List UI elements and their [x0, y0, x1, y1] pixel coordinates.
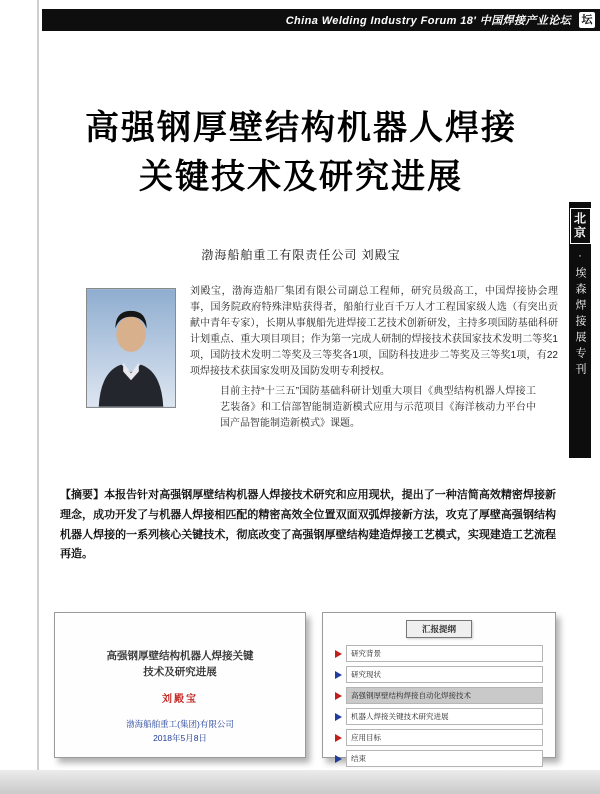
outline-item: [335, 645, 543, 662]
outline-item: [335, 729, 543, 746]
outline-item-label: 研究背景: [346, 645, 543, 662]
author-bio-text: 刘殿宝，渤海造船厂集团有限公司副总工程师，研究员级高工，中国焊接协会理事，国务院政府特殊津贴获得者，船舶行业百千万人才工程国家级人选（有突出贡献中青年专家），长期从事舰船先进焊接工艺技术创新研发，主持多项国防基础科研计划重点、重大项目项目；作为第一完成人研制的焊接技术获国家技术发明二等奖1项，国防技术发明二等奖及三等奖各1项，国防科技进步二等奖及三等奖1项，有22项焊接技术获国家发明及国防发明专利授权。: [190, 286, 558, 377]
slide-figure-outline: [322, 612, 556, 763]
outline-item-label: 应用目标: [346, 729, 543, 746]
outline-item-label: 机器人焊接关键技术研究进展: [346, 708, 543, 725]
forum-logo-icon: 坛: [579, 12, 595, 28]
author-affiliation: 渤海船舶重工有限责任公司 刘殿宝: [201, 248, 401, 262]
arrow-bullet-icon: [335, 650, 342, 658]
arrow-bullet-icon: [335, 734, 342, 742]
side-strip-city-label: 北京: [570, 208, 591, 244]
outline-item: [335, 750, 543, 767]
slide-figures-row: [54, 612, 556, 763]
side-strip-vertical-text: ·埃森焊接展专刊: [574, 250, 586, 379]
arrow-bullet-icon: [335, 692, 342, 700]
article-title-line1: 高强钢厚壁结构机器人焊接: [85, 109, 517, 147]
arrow-bullet-icon: [335, 755, 342, 763]
edition-side-strip: [569, 202, 591, 458]
slide-company: 渤海船舶重工(集团)有限公司: [126, 718, 234, 729]
article-title: [42, 104, 560, 203]
scan-edge-left: [37, 0, 39, 772]
arrow-bullet-icon: [335, 713, 342, 721]
slide-presenter-name: 刘殿宝: [162, 693, 198, 705]
outline-header: 汇报提纲: [406, 620, 472, 638]
outline-item: [335, 687, 543, 704]
arrow-bullet-icon: [335, 671, 342, 679]
slide-title: [55, 649, 305, 681]
journal-header-bar: [42, 9, 600, 31]
outline-item-label: 高强钢厚壁结构焊接自动化焊接技术: [346, 687, 543, 704]
slide-date: 2018年5月8日: [153, 732, 207, 743]
abstract: 【摘要】本报告针对高强钢厚壁结构机器人焊接技术研究和应用现状，提出了一种洁简高效精密焊接新理念，成功开发了与机器人焊接相匹配的精密高效全位置双面双弧焊接新方法，攻克了厚壁高强钢结构机器人焊接的一系列核心关键技术，彻底改变了高强钢厚壁结构建造焊接工艺模式，实现建造工艺流程再造。: [60, 489, 556, 561]
author-bio-projects: 目前主持“十三五”国防基础科研计划重大项目《典型结构机器人焊接工艺装备》和工信部智能制造新模式应用与示范项目《海洋核动力平台中国产品智能制造新模式》课题。: [220, 386, 536, 429]
outline-item: [335, 708, 543, 725]
slide-figure-title-page: [54, 612, 306, 758]
outline-item-label: 结束: [346, 750, 543, 767]
outline-item-label: 研究现状: [346, 666, 543, 683]
scan-edge-bottom: [0, 770, 600, 794]
outline-item: [335, 666, 543, 683]
author-bio: [190, 284, 558, 432]
slide-title-line1: 高强钢厚壁结构机器人焊接关键: [106, 650, 254, 662]
slide-title-line2: 技术及研究进展: [143, 665, 217, 678]
author-portrait-illustration: [87, 289, 175, 407]
journal-header-text: China Welding Industry Forum 18′ 中国焊接产业论坛: [285, 15, 571, 27]
author-photo: [86, 288, 176, 408]
article-title-line2: 关键技术及研究进展: [139, 158, 463, 197]
